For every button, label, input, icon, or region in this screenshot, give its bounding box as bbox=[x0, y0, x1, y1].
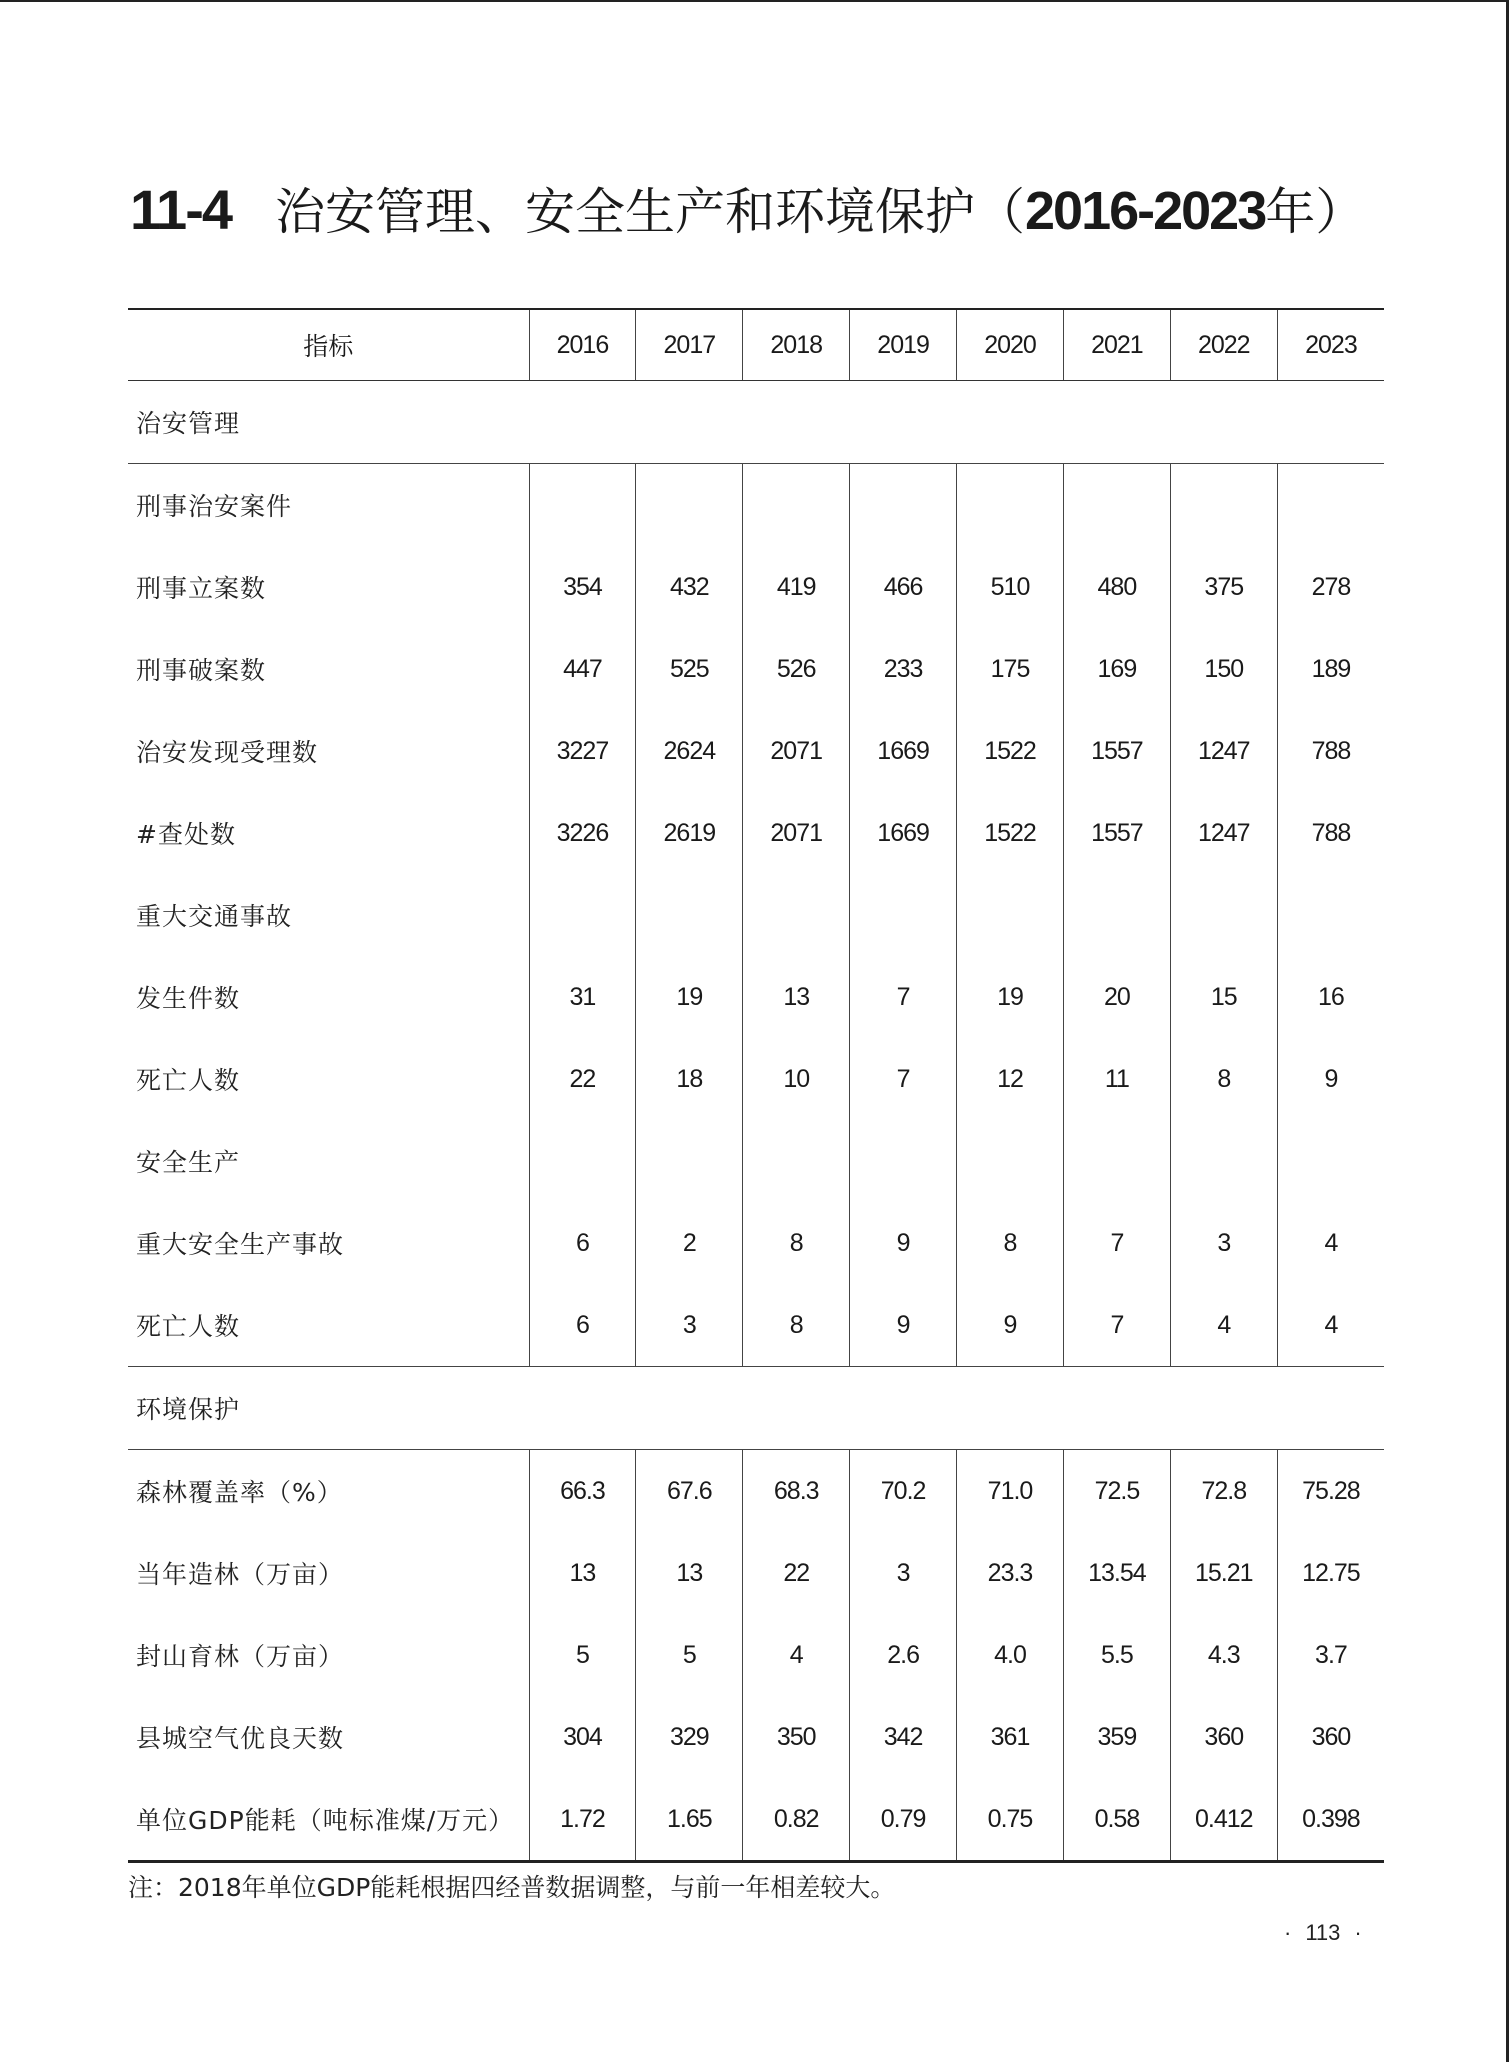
table-row bbox=[128, 1696, 1384, 1778]
row-label: #查处数 bbox=[136, 820, 236, 849]
row-label: 刑事治安案件 bbox=[136, 492, 293, 521]
cell-value: 7 bbox=[1063, 1284, 1170, 1367]
table-row bbox=[128, 1284, 1384, 1367]
cell-value bbox=[743, 1120, 850, 1202]
cell-value: 0.75 bbox=[957, 1778, 1064, 1862]
cell-value: 9 bbox=[850, 1284, 957, 1367]
cell-value: 70.2 bbox=[850, 1450, 957, 1533]
header-year: 2019 bbox=[850, 309, 957, 381]
cell-value: 432 bbox=[636, 546, 743, 628]
cell-value: 23.3 bbox=[957, 1532, 1064, 1614]
cell-value: 7 bbox=[850, 1038, 957, 1120]
cell-value bbox=[1277, 464, 1384, 547]
cell-value: 19 bbox=[636, 956, 743, 1038]
cell-value: 7 bbox=[850, 956, 957, 1038]
cell-value: 375 bbox=[1170, 546, 1277, 628]
cell-value: 68.3 bbox=[743, 1450, 850, 1533]
row-label: 死亡人数 bbox=[128, 1284, 529, 1367]
table-row bbox=[128, 956, 1384, 1038]
header-year: 2018 bbox=[743, 309, 850, 381]
header-year: 2023 bbox=[1277, 309, 1384, 381]
table-row bbox=[128, 1614, 1384, 1696]
cell-value: 66.3 bbox=[529, 1450, 636, 1533]
cell-value: 12.75 bbox=[1277, 1532, 1384, 1614]
cell-value: 2 bbox=[636, 1202, 743, 1284]
cell-value: 3 bbox=[850, 1532, 957, 1614]
table-row bbox=[128, 710, 1384, 792]
cell-value: 72.5 bbox=[1063, 1450, 1170, 1533]
cell-value bbox=[743, 464, 850, 547]
row-label: 安全生产 bbox=[136, 1148, 241, 1177]
cell-value: 1522 bbox=[957, 710, 1064, 792]
statistics-table bbox=[128, 308, 1384, 1863]
cell-value: 8 bbox=[1170, 1038, 1277, 1120]
statistics-table-container bbox=[128, 308, 1384, 1863]
cell-value: 525 bbox=[636, 628, 743, 710]
cell-value: 4 bbox=[1277, 1202, 1384, 1284]
title-years: 2016-2023 bbox=[1025, 181, 1266, 241]
cell-value: 18 bbox=[636, 1038, 743, 1120]
cell-value: 3 bbox=[1170, 1202, 1277, 1284]
cell-value bbox=[957, 1120, 1064, 1202]
cell-value: 1522 bbox=[957, 792, 1064, 874]
cell-value: 175 bbox=[957, 628, 1064, 710]
cell-value: 4 bbox=[743, 1614, 850, 1696]
row-label: 刑事立案数 bbox=[136, 574, 267, 603]
cell-value: 526 bbox=[743, 628, 850, 710]
cell-value bbox=[850, 874, 957, 956]
cell-value: 9 bbox=[1277, 1038, 1384, 1120]
cell-value: 3 bbox=[636, 1284, 743, 1367]
cell-value: 4.0 bbox=[957, 1614, 1064, 1696]
page-number bbox=[1270, 1916, 1376, 1950]
cell-value: 788 bbox=[1277, 792, 1384, 874]
cell-value: 3227 bbox=[529, 710, 636, 792]
cell-value: 13 bbox=[636, 1532, 743, 1614]
cell-value bbox=[957, 874, 1064, 956]
page-title bbox=[130, 175, 1365, 245]
cell-value: 2624 bbox=[636, 710, 743, 792]
cell-value bbox=[743, 874, 850, 956]
table-footnote: 注：2018年单位GDP能耗根据四经普数据调整，与前一年相差较大。 bbox=[128, 1873, 896, 1902]
cell-value: 2071 bbox=[743, 710, 850, 792]
cell-value: 6 bbox=[529, 1284, 636, 1367]
cell-value: 189 bbox=[1277, 628, 1384, 710]
title-close-paren: ） bbox=[1315, 183, 1366, 241]
cell-value bbox=[850, 1120, 957, 1202]
row-label: 当年造林（万亩） bbox=[136, 1560, 345, 1589]
cell-value: 510 bbox=[957, 546, 1064, 628]
cell-value bbox=[1277, 874, 1384, 956]
cell-value: 1247 bbox=[1170, 710, 1277, 792]
header-year: 2017 bbox=[636, 309, 743, 381]
cell-value bbox=[636, 464, 743, 547]
cell-value: 304 bbox=[529, 1696, 636, 1778]
cell-value: 3226 bbox=[529, 792, 636, 874]
cell-value: 1.65 bbox=[636, 1778, 743, 1862]
cell-value: 354 bbox=[529, 546, 636, 628]
row-label: 县城空气优良天数 bbox=[136, 1724, 345, 1753]
cell-value bbox=[1063, 1120, 1170, 1202]
table-row bbox=[128, 792, 1384, 874]
cell-value bbox=[636, 874, 743, 956]
cell-value: 12 bbox=[957, 1038, 1064, 1120]
cell-value: 1557 bbox=[1063, 710, 1170, 792]
cell-value: 19 bbox=[957, 956, 1064, 1038]
cell-value: 7 bbox=[1063, 1202, 1170, 1284]
title-text: 治安管理、安全生产和环境保护 bbox=[275, 183, 975, 241]
cell-value: 1.72 bbox=[529, 1778, 636, 1862]
cell-value bbox=[529, 874, 636, 956]
header-indicator: 指标 bbox=[128, 309, 529, 381]
cell-value: 0.82 bbox=[743, 1778, 850, 1862]
table-row bbox=[128, 1038, 1384, 1120]
row-label: 封山育林（万亩） bbox=[136, 1642, 345, 1671]
cell-value: 360 bbox=[1277, 1696, 1384, 1778]
table-row bbox=[128, 1532, 1384, 1614]
cell-value: 2619 bbox=[636, 792, 743, 874]
cell-value: 67.6 bbox=[636, 1450, 743, 1533]
cell-value: 4 bbox=[1170, 1284, 1277, 1367]
cell-value: 2.6 bbox=[850, 1614, 957, 1696]
page-border-top bbox=[0, 0, 1509, 2]
cell-value: 278 bbox=[1277, 546, 1384, 628]
cell-value: 4.3 bbox=[1170, 1614, 1277, 1696]
cell-value: 1669 bbox=[850, 792, 957, 874]
cell-value: 169 bbox=[1063, 628, 1170, 710]
cell-value: 4 bbox=[1277, 1284, 1384, 1367]
header-year: 2016 bbox=[529, 309, 636, 381]
cell-value: 0.398 bbox=[1277, 1778, 1384, 1862]
cell-value: 0.58 bbox=[1063, 1778, 1170, 1862]
cell-value bbox=[1063, 874, 1170, 956]
table-row bbox=[128, 1120, 1384, 1202]
cell-value: 72.8 bbox=[1170, 1450, 1277, 1533]
table-body bbox=[128, 381, 1384, 1862]
cell-value: 5.5 bbox=[1063, 1614, 1170, 1696]
cell-value: 419 bbox=[743, 546, 850, 628]
row-label: 刑事破案数 bbox=[136, 656, 267, 685]
cell-value bbox=[1277, 1120, 1384, 1202]
cell-value: 150 bbox=[1170, 628, 1277, 710]
row-label: 单位GDP能耗（吨标准煤/万元） bbox=[128, 1778, 529, 1862]
cell-value: 788 bbox=[1277, 710, 1384, 792]
cell-value: 15 bbox=[1170, 956, 1277, 1038]
cell-value: 350 bbox=[743, 1696, 850, 1778]
cell-value: 0.412 bbox=[1170, 1778, 1277, 1862]
table-row bbox=[128, 628, 1384, 710]
cell-value: 2071 bbox=[743, 792, 850, 874]
cell-value: 447 bbox=[529, 628, 636, 710]
cell-value: 9 bbox=[957, 1284, 1064, 1367]
cell-value: 1557 bbox=[1063, 792, 1170, 874]
cell-value: 13.54 bbox=[1063, 1532, 1170, 1614]
cell-value: 9 bbox=[850, 1202, 957, 1284]
cell-value: 5 bbox=[636, 1614, 743, 1696]
row-label: 重大交通事故 bbox=[136, 902, 293, 931]
cell-value bbox=[1170, 1120, 1277, 1202]
page-number-dot-left: · bbox=[1284, 1920, 1292, 1945]
cell-value bbox=[529, 1120, 636, 1202]
cell-value: 8 bbox=[743, 1202, 850, 1284]
cell-value: 466 bbox=[850, 546, 957, 628]
cell-value: 359 bbox=[1063, 1696, 1170, 1778]
cell-value: 10 bbox=[743, 1038, 850, 1120]
cell-value: 31 bbox=[529, 956, 636, 1038]
cell-value: 20 bbox=[1063, 956, 1170, 1038]
table-header-row bbox=[128, 309, 1384, 381]
table-row bbox=[128, 546, 1384, 628]
section-header-row bbox=[128, 1367, 1384, 1450]
cell-value: 1247 bbox=[1170, 792, 1277, 874]
section-title: 治安管理 bbox=[128, 381, 1384, 464]
cell-value: 360 bbox=[1170, 1696, 1277, 1778]
cell-value: 5 bbox=[529, 1614, 636, 1696]
cell-value: 11 bbox=[1063, 1038, 1170, 1120]
title-year-suffix: 年 bbox=[1265, 183, 1316, 241]
cell-value: 3.7 bbox=[1277, 1614, 1384, 1696]
header-year: 2020 bbox=[957, 309, 1064, 381]
table-row bbox=[128, 874, 1384, 956]
cell-value: 13 bbox=[743, 956, 850, 1038]
cell-value: 361 bbox=[957, 1696, 1064, 1778]
header-year: 2021 bbox=[1063, 309, 1170, 381]
cell-value bbox=[636, 1120, 743, 1202]
row-label: 重大安全生产事故 bbox=[136, 1230, 345, 1259]
title-open-paren: （ bbox=[975, 183, 1025, 241]
cell-value bbox=[957, 464, 1064, 547]
cell-value bbox=[529, 464, 636, 547]
cell-value: 15.21 bbox=[1170, 1532, 1277, 1614]
cell-value: 233 bbox=[850, 628, 957, 710]
cell-value bbox=[1170, 874, 1277, 956]
section-header-row bbox=[128, 381, 1384, 464]
cell-value: 71.0 bbox=[957, 1450, 1064, 1533]
cell-value: 22 bbox=[529, 1038, 636, 1120]
cell-value: 75.28 bbox=[1277, 1450, 1384, 1533]
cell-value: 8 bbox=[957, 1202, 1064, 1284]
cell-value: 8 bbox=[743, 1284, 850, 1367]
row-label: 治安发现受理数 bbox=[136, 738, 319, 767]
cell-value: 16 bbox=[1277, 956, 1384, 1038]
section-title: 环境保护 bbox=[128, 1367, 1384, 1450]
cell-value bbox=[1063, 464, 1170, 547]
page-number-value: 113 bbox=[1305, 1920, 1341, 1945]
cell-value: 480 bbox=[1063, 546, 1170, 628]
cell-value: 6 bbox=[529, 1202, 636, 1284]
cell-value bbox=[1170, 464, 1277, 547]
cell-value bbox=[850, 464, 957, 547]
table-number: 11-4 bbox=[130, 178, 231, 241]
row-label: 发生件数 bbox=[136, 984, 241, 1013]
table-row bbox=[128, 1450, 1384, 1533]
cell-value: 1669 bbox=[850, 710, 957, 792]
table-row bbox=[128, 1778, 1384, 1862]
row-label: 森林覆盖率（%） bbox=[136, 1478, 343, 1507]
header-year: 2022 bbox=[1170, 309, 1277, 381]
row-label: 死亡人数 bbox=[136, 1066, 241, 1095]
cell-value: 0.79 bbox=[850, 1778, 957, 1862]
cell-value: 13 bbox=[529, 1532, 636, 1614]
cell-value: 22 bbox=[743, 1532, 850, 1614]
cell-value: 329 bbox=[636, 1696, 743, 1778]
cell-value: 342 bbox=[850, 1696, 957, 1778]
table-row bbox=[128, 464, 1384, 547]
table-row bbox=[128, 1202, 1384, 1284]
page-number-dot-right: · bbox=[1354, 1920, 1362, 1945]
